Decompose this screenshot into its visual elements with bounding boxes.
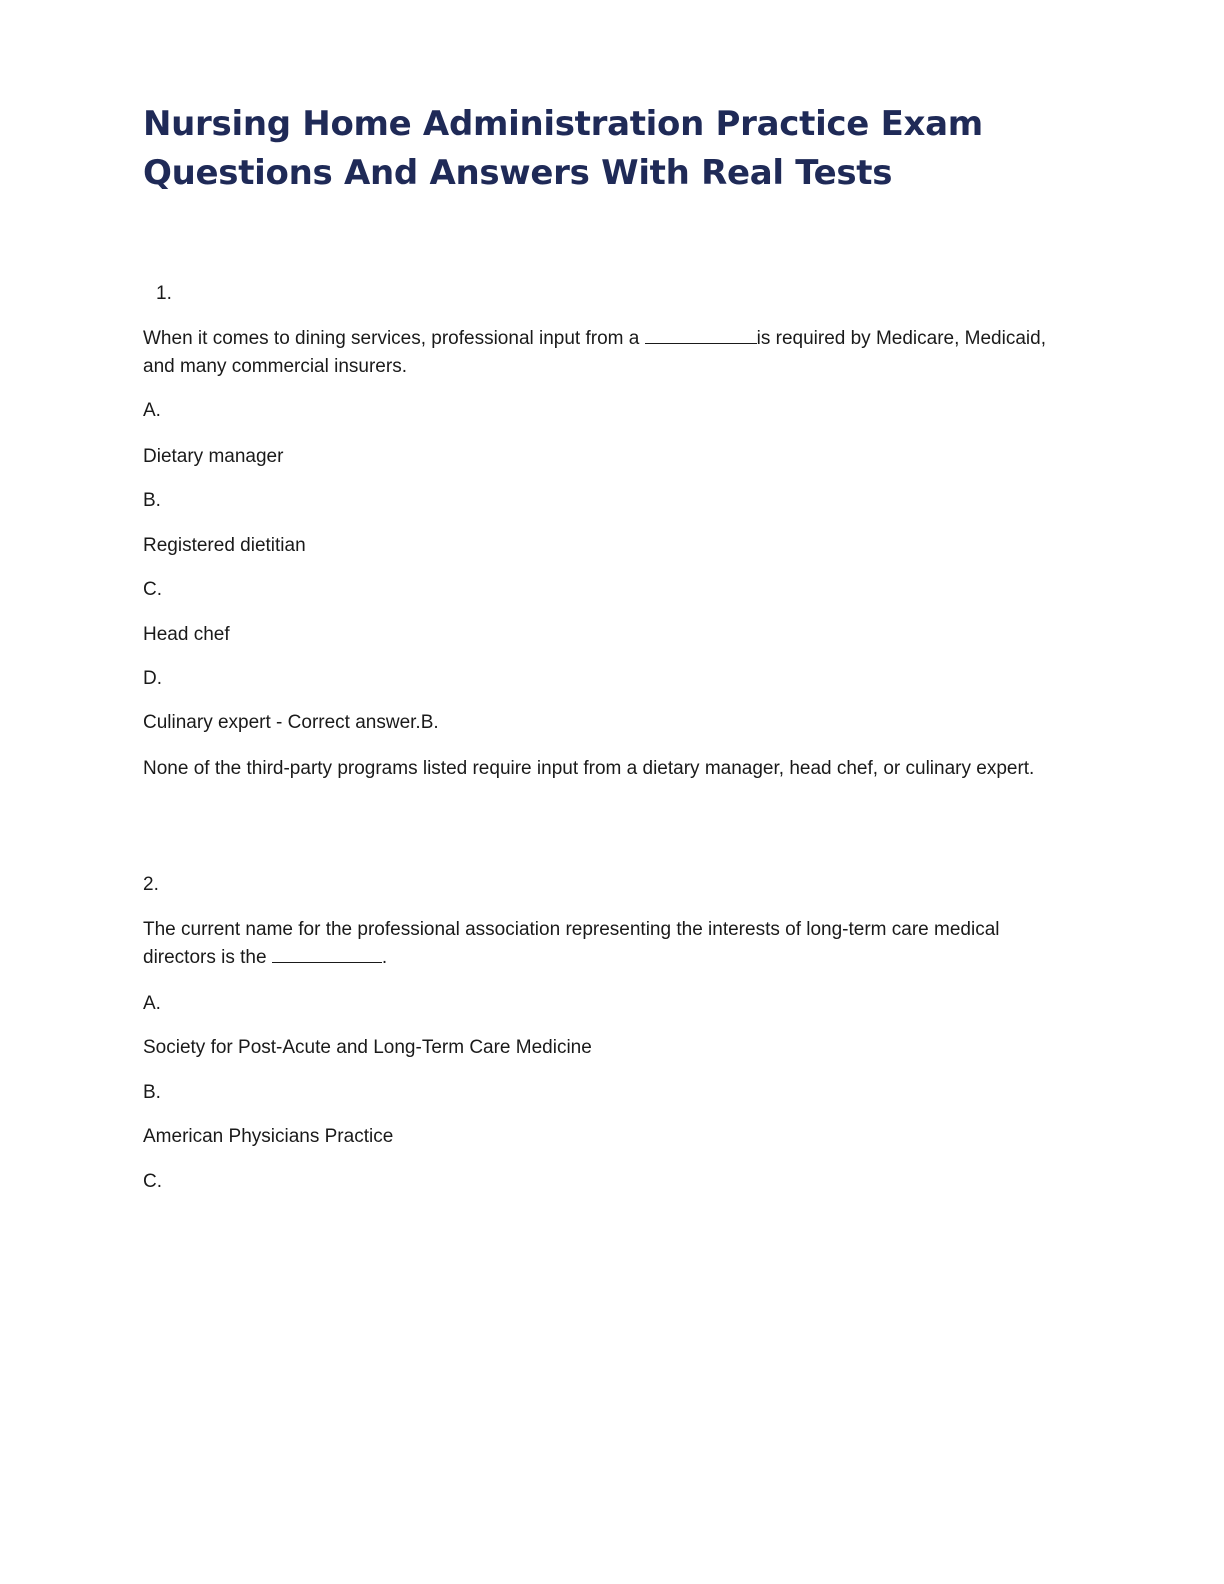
option-text: American Physicians Practice <box>143 1126 394 1147</box>
stem-text-after: is required by Medicare, Medicaid, and many commercial insurers. <box>143 328 1046 377</box>
question-stem <box>143 325 1063 381</box>
option-letter: D. <box>143 668 162 689</box>
fill-in-blank <box>272 944 382 963</box>
option-letter: A. <box>143 400 161 421</box>
option-text: Registered dietitian <box>143 535 306 556</box>
stem-text-before: When it comes to dining services, professional input from a <box>143 328 645 349</box>
option-letter: B. <box>143 1082 161 1103</box>
fill-in-blank <box>645 325 757 344</box>
option-letter: B. <box>143 490 161 511</box>
question-stem <box>143 916 1063 972</box>
option-letter: C. <box>143 579 162 600</box>
stem-text-after: . <box>381 947 388 968</box>
option-letter: C. <box>143 1171 162 1192</box>
question-number: 2. <box>143 874 159 895</box>
document-title: Nursing Home Administration Practice Exam Questions And Answers With Real Tests <box>143 104 983 193</box>
option-text: Society for Post-Acute and Long-Term Care Medicine <box>143 1037 592 1058</box>
stem-text-before: The current name for the professional association representing the interests of long-term care medical directors is the <box>143 919 1000 968</box>
option-text: Head chef <box>143 624 230 645</box>
option-text-with-answer: Culinary expert - Correct answer.B. <box>143 712 439 733</box>
answer-explanation: None of the third-party programs listed require input from a dietary manager, head chef, or culinary expert. <box>143 758 1035 779</box>
question-number: 1. <box>156 283 172 304</box>
option-letter: A. <box>143 993 161 1014</box>
option-text: Dietary manager <box>143 446 284 467</box>
